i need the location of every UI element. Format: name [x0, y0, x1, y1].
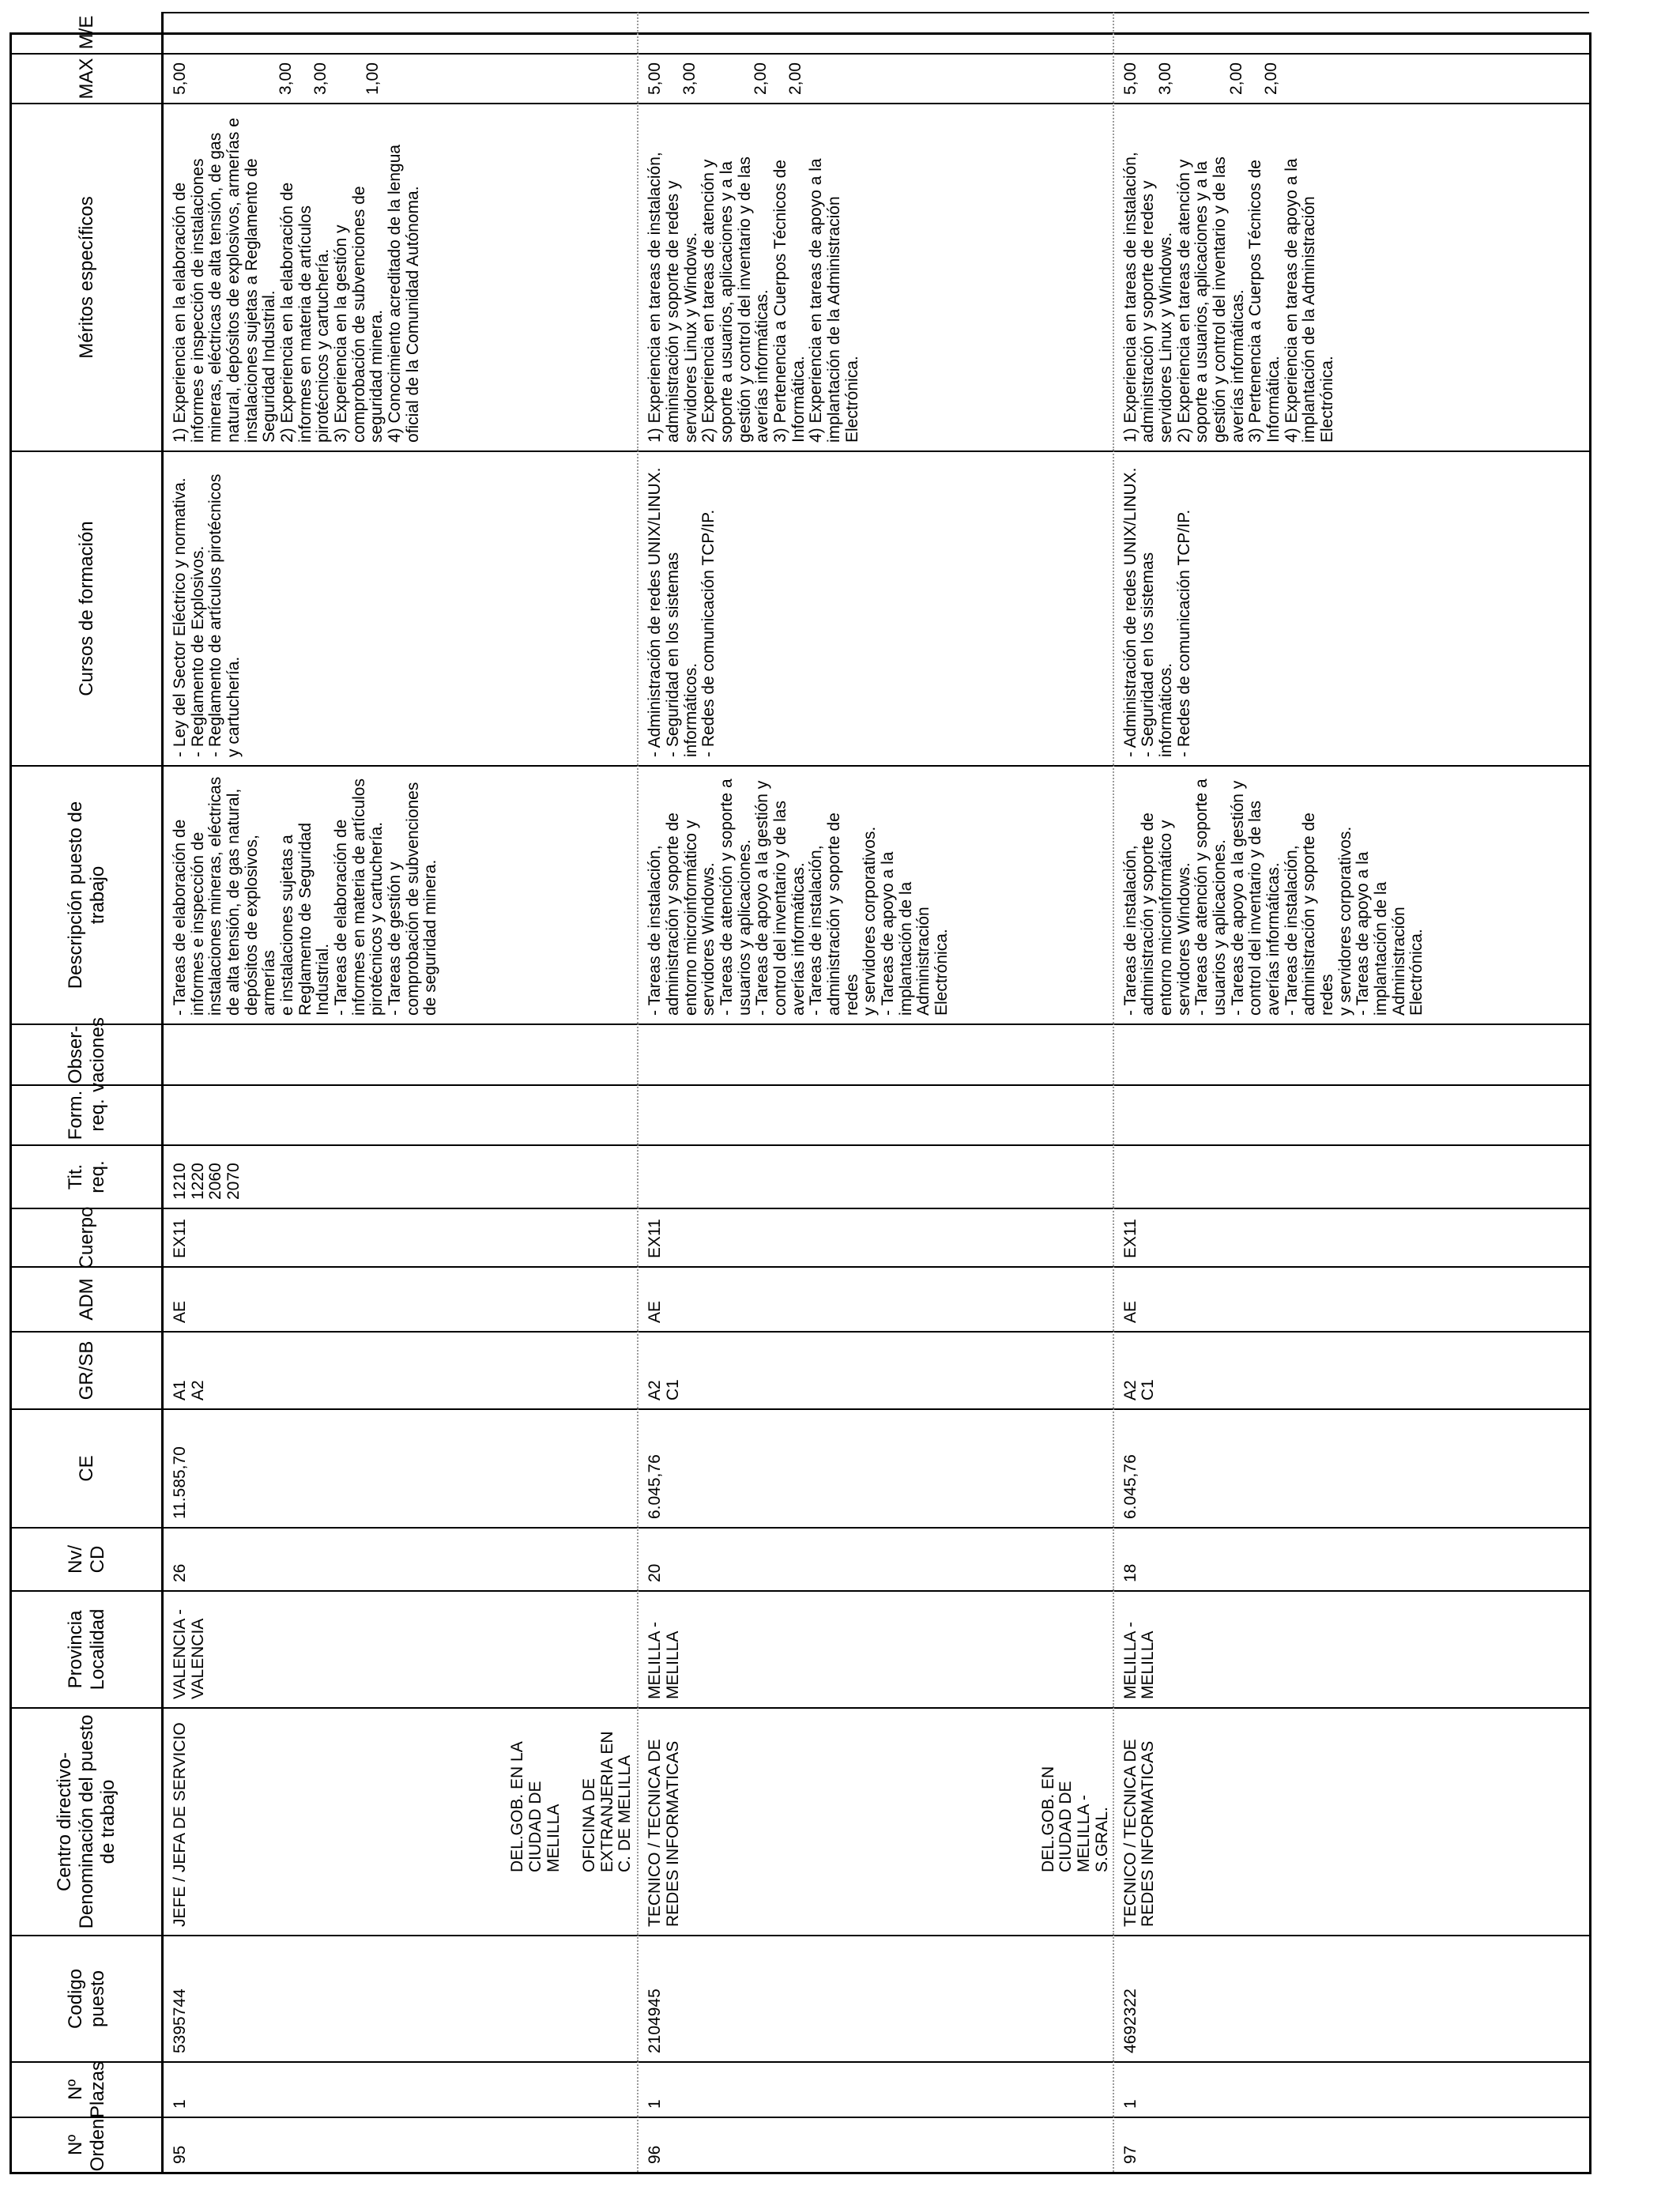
- header-formacion: Form. req.: [12, 1084, 164, 1144]
- cell-plazas: 1: [164, 2061, 638, 2117]
- centro-denominacion: JEFE / JEFA DE SERVICIO: [171, 1722, 189, 1927]
- cell-observaciones: [1114, 1023, 1589, 1084]
- cell-orden: 96: [638, 2117, 1113, 2172]
- cell-codigo: 2104945: [638, 1935, 1113, 2061]
- cell-max: [638, 53, 1113, 103]
- max-value: 5,00: [1121, 62, 1139, 95]
- centro-directivo-label: DEL.GOB. EN CIUDAD DE MELILLA -S.GRAL.: [1038, 1766, 1111, 1872]
- cell-nivel: 18: [1114, 1527, 1589, 1590]
- centro-denominacion: TECNICO / TECNICA DE REDES INFORMATICAS: [1121, 1739, 1158, 1927]
- cell-formacion: [638, 1084, 1113, 1144]
- cell-nivel: 26: [164, 1527, 638, 1590]
- cell-adm: AE: [638, 1266, 1113, 1331]
- cell-titulacion: 1210 1220 2060 2070: [164, 1144, 638, 1208]
- max-value: 2,00: [1226, 62, 1245, 95]
- cell-max: [164, 53, 638, 103]
- cell-cursos: - Administración de redes UNIX/LINUX. - Seguridad en los sistemas informáticos. - Redes de comunicación TCP/IP.: [638, 450, 1113, 765]
- job-positions-table: [9, 15, 1591, 2174]
- cell-formacion: [1114, 1084, 1589, 1144]
- max-value: 5,00: [646, 62, 665, 95]
- cell-descripcion: - Tareas de instalación, administración y soporte de entorno microinformático y servidores Windows. - Tareas de atención y soporte a usuarios y aplicaciones. - Tareas de apoyo a la gestión y control del inventario y de las averías informáticas. - Tareas de instalación, administración y soporte de redes y servidores corporativos. - Tareas de apoyo a la implantación de la Administración Electrónica.: [638, 765, 1113, 1023]
- header-grupo: GR/SB: [12, 1331, 164, 1408]
- max-value: 5,00: [171, 62, 189, 95]
- header-orden: Nº Orden: [12, 2117, 164, 2172]
- header-centro: Centro directivo- Denominación del puesto de trabajo: [12, 1707, 164, 1935]
- header-titulacion: Tit. req.: [12, 1144, 164, 1208]
- max-value: 3,00: [311, 62, 330, 95]
- centro-denominacion: TECNICO / TECNICA DE REDES INFORMATICAS: [646, 1739, 682, 1927]
- cell-adm: AE: [164, 1266, 638, 1331]
- cell-titulacion: [1114, 1144, 1589, 1208]
- max-value: 2,00: [786, 62, 805, 95]
- header-ce: CE: [12, 1408, 164, 1527]
- cell-observaciones: [164, 1023, 638, 1084]
- cell-me: [638, 12, 1113, 53]
- cell-ce: 11.585,70: [164, 1408, 638, 1527]
- header-provincia: Provincia Localidad: [12, 1590, 164, 1707]
- cell-orden: 97: [1114, 2117, 1589, 2172]
- header-nivel: Nv/ CD: [12, 1527, 164, 1590]
- cell-me: [1114, 12, 1589, 53]
- cell-max: [1114, 53, 1589, 103]
- header-cursos: Cursos de formación: [12, 450, 164, 765]
- cell-plazas: 1: [1114, 2061, 1589, 2117]
- cell-meritos: 1) Experiencia en tareas de instalación, administración y soporte de redes y servidores Linux y Windows. 2) Experiencia en tareas de atención y soporte a usuarios, aplicaciones y a la gestión y control del inventario y de las averías informáticas. 3) Pertenencia a Cuerpos Técnicos de Informática. 4) Experiencia en tareas de apoyo a la implantación de la Administración Electrónica.: [638, 103, 1113, 450]
- header-cuerpo: Cuerpo: [12, 1208, 164, 1266]
- max-value: 1,00: [363, 62, 382, 95]
- max-value: 2,00: [751, 62, 770, 95]
- cell-cuerpo: EX11: [638, 1208, 1113, 1266]
- cell-adm: AE: [1114, 1266, 1589, 1331]
- header-plazas: Nº Plazas: [12, 2061, 164, 2117]
- cell-codigo: 5395744: [164, 1935, 638, 2061]
- max-value: 3,00: [1155, 62, 1174, 95]
- cell-meritos: 1) Experiencia en la elaboración de informes e inspección de instalaciones mineras, eléctricas de alta tensión, de gas natural, depósitos de explosivos, armerías e instalaciones sujetas a Reglamento de Seguridad Industrial. 2) Experiencia en la elaboración de informes en materia de artículos pirotécnicos y cartuchería. 3) Experiencia en la gestión y comprobación de subvenciones de seguridad minera. 4) Conocimiento acreditado de la lengua oficial de la Comunidad Autónoma.: [164, 103, 638, 450]
- centro-directivo-label: DEL.GOB. EN LA CIUDAD DE MELILLA OFICINA DE EXTRANJERIA EN C. DE MELILLA: [508, 1731, 635, 1872]
- header-observaciones: Obser- vaciones: [12, 1023, 164, 1084]
- cell-me: [164, 12, 638, 53]
- cell-plazas: 1: [638, 2061, 1113, 2117]
- cell-nivel: 20: [638, 1527, 1113, 1590]
- cell-formacion: [164, 1084, 638, 1144]
- cell-grupo: A2 C1: [1114, 1331, 1589, 1408]
- header-me: M/E: [12, 12, 164, 53]
- cell-grupo: A1 A2: [164, 1331, 638, 1408]
- header-meritos: Méritos específicos: [12, 103, 164, 450]
- cell-observaciones: [638, 1023, 1113, 1084]
- cell-meritos: 1) Experiencia en tareas de instalación, administración y soporte de redes y servidores Linux y Windows. 2) Experiencia en tareas de atención y soporte a usuarios, aplicaciones y a la gestión y control del inventario y de las averías informáticas. 3) Pertenencia a Cuerpos Técnicos de Informática. 4) Experiencia en tareas de apoyo a la implantación de la Administración Electrónica.: [1114, 103, 1589, 450]
- header-max: MAX: [12, 53, 164, 103]
- cell-provincia: VALENCIA - VALENCIA: [164, 1590, 638, 1707]
- max-value: 3,00: [277, 62, 295, 95]
- max-value: 2,00: [1261, 62, 1280, 95]
- header-adm: ADM: [12, 1266, 164, 1331]
- cell-ce: 6.045,76: [638, 1408, 1113, 1527]
- cell-provincia: MELILLA - MELILLA: [1114, 1590, 1589, 1707]
- header-descripcion: Descripción puesto de trabajo: [12, 765, 164, 1023]
- cell-orden: 95: [164, 2117, 638, 2172]
- cell-descripcion: - Tareas de elaboración de informes e inspección de instalaciones mineras, eléctricas de alta tensión, de gas natural, depósitos de explosivos, armerías e instalaciones sujetas a Reglamento de Seguridad Industrial. - Tareas de elaboración de informes en materia de artículos pirotécnicos y cartuchería. - Tareas de gestión y comprobación de subvenciones de seguridad minera.: [164, 765, 638, 1023]
- cell-provincia: MELILLA - MELILLA: [638, 1590, 1113, 1707]
- cell-titulacion: [638, 1144, 1113, 1208]
- cell-ce: 6.045,76: [1114, 1408, 1589, 1527]
- cell-descripcion: - Tareas de instalación, administración y soporte de entorno microinformático y servidores Windows. - Tareas de atención y soporte a usuarios y aplicaciones. - Tareas de apoyo a la gestión y control del inventario y de las averías informáticas. - Tareas de instalación, administración y soporte de redes y servidores corporativos. - Tareas de apoyo a la implantación de la Administración Electrónica.: [1114, 765, 1589, 1023]
- cell-cuerpo: EX11: [164, 1208, 638, 1266]
- cell-centro: [1114, 1707, 1589, 1935]
- header-codigo: Codigo puesto: [12, 1935, 164, 2061]
- cell-cuerpo: EX11: [1114, 1208, 1589, 1266]
- max-value: 3,00: [680, 62, 699, 95]
- cell-grupo: A2 C1: [638, 1331, 1113, 1408]
- cell-cursos: - Administración de redes UNIX/LINUX. - Seguridad en los sistemas informáticos. - Redes de comunicación TCP/IP.: [1114, 450, 1589, 765]
- cell-cursos: - Ley del Sector Eléctrico y normativa. - Reglamento de Explosivos. - Reglamento de artículos pirotécnicos y cartuchería.: [164, 450, 638, 765]
- cell-codigo: 4692322: [1114, 1935, 1589, 2061]
